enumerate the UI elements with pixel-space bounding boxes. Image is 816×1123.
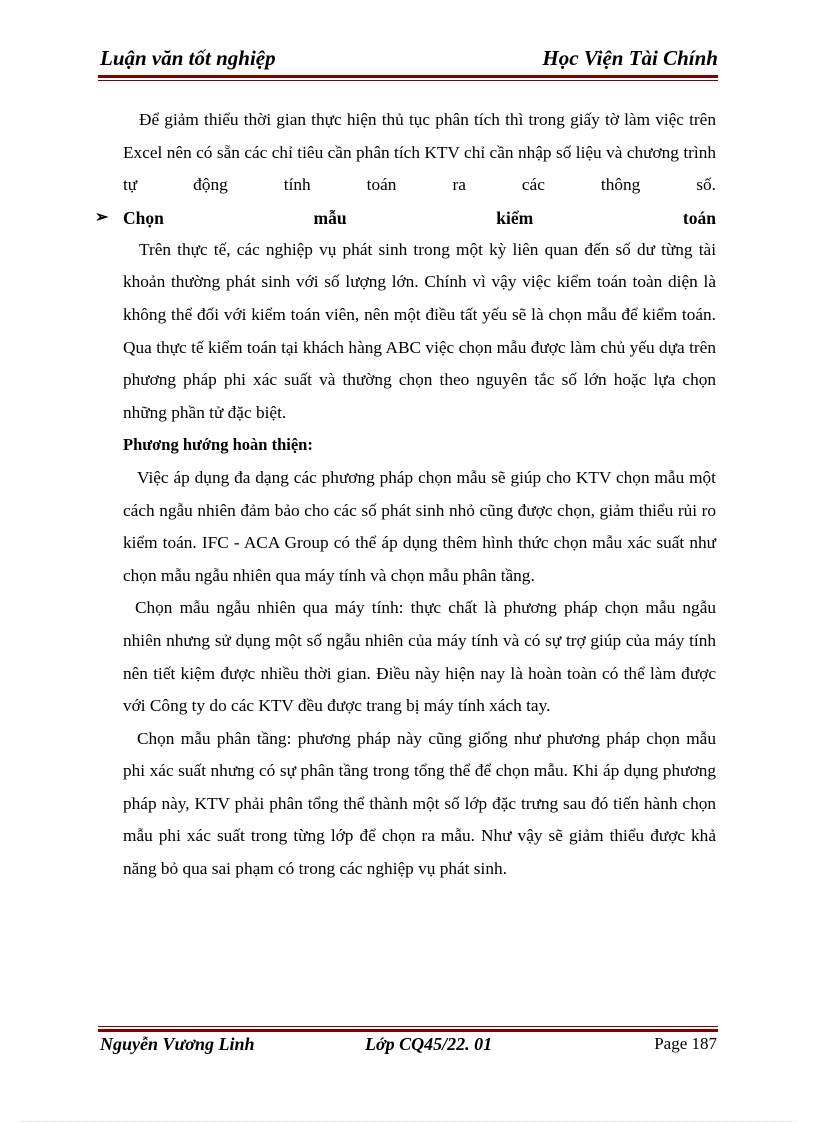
header-institution: Học Viện Tài Chính — [542, 46, 718, 70]
footer-page-number: Page 187 — [654, 1034, 717, 1053]
paragraph-stratified: Chọn mẫu phân tầng: phương pháp này cũng giống như phương pháp chọn mẫu phi xác suất nhưng có sự phân tầng trong tổng thể để chọn mẫu. Khi áp dụng phương pháp này, KTV phải phân tổng thể thành một số lớp đặc trưng sau đó tiến hành chọn mẫu phi xác suất trong từng lớp để chọn ra mẫu. Như vậy sẽ giảm thiểu được khả năng bỏ qua sai phạm có trong các nghiệp vụ phát sinh. — [123, 728, 716, 879]
footer-author: Nguyễn Vương Linh — [100, 1034, 255, 1054]
header-divider — [98, 75, 718, 81]
page-footer — [100, 1034, 717, 1058]
page-body — [95, 104, 716, 886]
paragraph-diverse-methods: Việc áp dụng đa dạng các phương pháp chọn mẫu sẽ giúp cho KTV chọn mẫu một cách ngẫu nhiên đảm bảo cho các số phát sinh nhỏ cũng được chọn, giảm thiểu rủi ro kiểm toán. IFC - ACA Group có thể áp dụng thêm hình thức chọn mẫu xác suất như chọn mẫu ngẫu nhiên qua máy tính và chọn mẫu phân tầng. — [123, 467, 716, 585]
page-header — [100, 46, 718, 74]
header-thesis-title: Luận văn tốt nghiệp — [100, 46, 276, 70]
section-title-sampling: Chọn mẫu kiểm toán — [123, 207, 716, 228]
paragraph-sampling-practice: Trên thực tế, các nghiệp vụ phát sinh trong một kỳ liên quan đến số dư từng tài khoản thường phát sinh với số lượng lớn. Chính vì vậy việc kiểm toán toàn diện là không thể đối với kiểm toán viên, nên một điều tất yếu sẽ là chọn mẫu để kiểm toán. Qua thực tế kiểm toán tại khách hàng ABC việc chọn mẫu được làm chủ yếu dựa trên phương pháp phi xác suất và thường chọn theo nguyên tắc số lớn hoặc lựa chọn những phần tử đặc biệt. — [123, 239, 716, 422]
footer-class: Lớp CQ45/22. 01 — [365, 1034, 493, 1054]
bullet-section-title — [95, 202, 716, 234]
paragraph-computer-random: Chọn mẫu ngẫu nhiên qua máy tính: thực chất là phương pháp chọn mẫu ngẫu nhiên nhưng sử dụng một số ngẫu nhiên của máy tính và có sự trợ giúp của máy tính nên tiết kiệm được nhiều thời gian. Điều này hiện nay là hoàn toàn có thể làm được với Công ty do các KTV đều được trang bị máy tính xách tay. — [123, 598, 716, 716]
footer-divider — [98, 1026, 718, 1032]
arrow-bullet-icon: ➢ — [95, 208, 109, 226]
paragraph-analysis-time: Để giảm thiểu thời gian thực hiện thủ tục phân tích thì trong giấy tờ làm việc trên Excel nên có sẵn các chỉ tiêu cần phân tích KTV chỉ cần nhập số liệu và chương trình tự động tính toán ra các thông số. — [123, 110, 716, 195]
subheading-improvement: Phương hướng hoàn thiện: — [123, 435, 313, 455]
